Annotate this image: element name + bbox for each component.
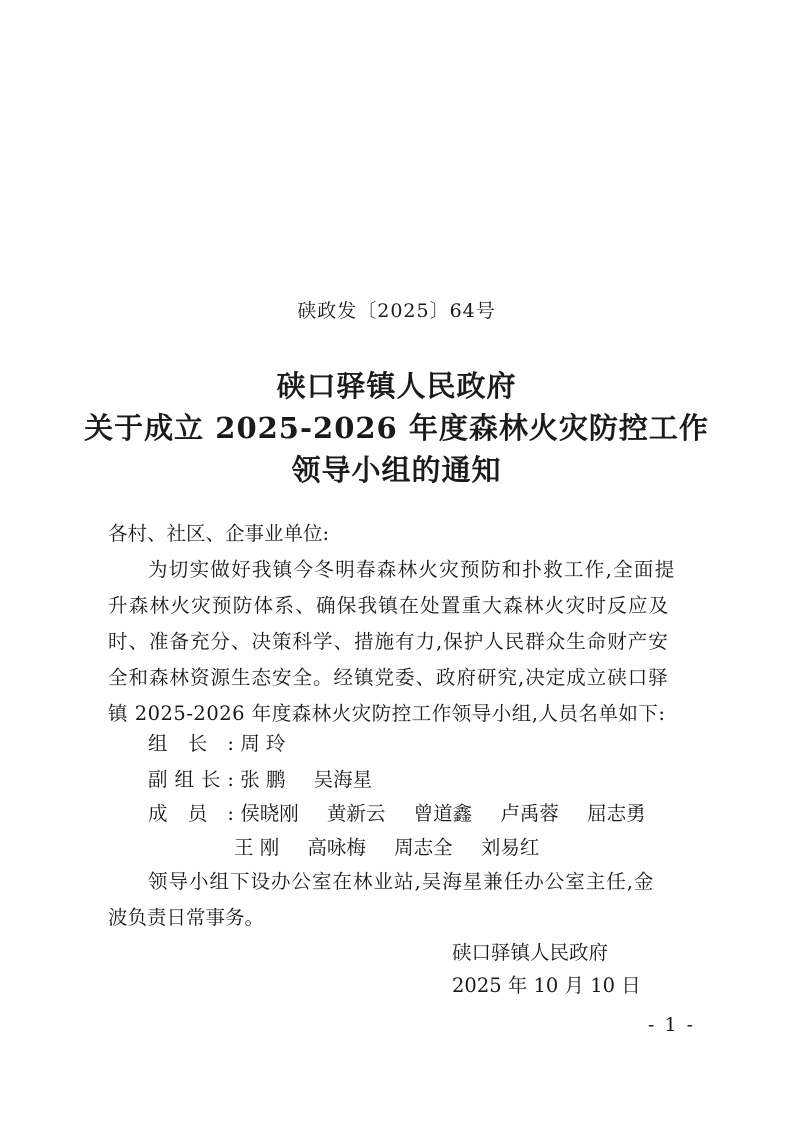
leader-label: 组长: xyxy=(148,732,234,755)
member-name: 高咏梅 xyxy=(307,836,366,859)
member-name: 周志全 xyxy=(394,836,453,859)
deputy-name: 张 鹏 xyxy=(240,768,286,791)
title-line-3: 领导小组的通知 xyxy=(291,453,502,487)
body-paragraph-line: 升森林火灾预防体系、确保我镇在处置重大森林火灾时反应及 xyxy=(108,594,670,617)
office-paragraph-line: 领导小组下设办公室在林业站,吴海星兼任办公室主任,金 xyxy=(148,870,655,893)
members-row xyxy=(148,798,668,826)
signature-date: 2025 年 10 月 10 日 xyxy=(452,974,641,997)
member-name: 曾道鑫 xyxy=(413,802,473,825)
member-name: 刘易红 xyxy=(480,836,540,859)
salutation: 各村、社区、企事业单位: xyxy=(108,522,330,545)
member-name: 卢禹蓉 xyxy=(500,802,559,825)
office-paragraph-line: 波负责日常事务。 xyxy=(108,906,265,929)
body-paragraph-line: 为切实做好我镇今冬明春森林火灾预防和扑救工作,全面提 xyxy=(148,558,676,581)
signature-organization: 硖口驿镇人民政府 xyxy=(452,941,609,964)
member-name: 屈志勇 xyxy=(587,802,646,825)
page-number: - 1 - xyxy=(648,1014,696,1036)
member-names xyxy=(234,836,561,859)
deputy-leader-row xyxy=(148,764,394,792)
leader-names xyxy=(240,732,307,755)
member-name: 侯晓刚 xyxy=(240,802,299,825)
body-paragraph-line: 时、准备充分、决策科学、措施有力,保护人民群众生命财产安 xyxy=(108,630,669,653)
members-row-continued xyxy=(234,832,561,860)
document-number: 硖政发〔2025〕64号 xyxy=(297,300,496,322)
body-paragraph-line: 镇 2025-2026 年度森林火灾防控工作领导小组,人员名单如下: xyxy=(108,702,666,725)
member-names xyxy=(240,802,667,825)
deputy-names xyxy=(240,768,394,791)
member-label: 成员: xyxy=(148,802,234,825)
member-name: 黄新云 xyxy=(326,802,386,825)
deputy-name: 吴海星 xyxy=(313,768,373,791)
member-name: 王 刚 xyxy=(234,836,280,859)
deputy-label: 副组长: xyxy=(148,768,234,791)
leader-name: 周 玲 xyxy=(240,732,286,755)
leader-row xyxy=(148,728,307,756)
body-paragraph-line: 全和森林资源生态安全。经镇党委、政府研究,决定成立硖口驿 xyxy=(108,666,669,689)
title-line-1: 硖口驿镇人民政府 xyxy=(276,369,517,403)
title-line-2: 关于成立 2025-2026 年度森林火灾防控工作 xyxy=(84,411,709,445)
